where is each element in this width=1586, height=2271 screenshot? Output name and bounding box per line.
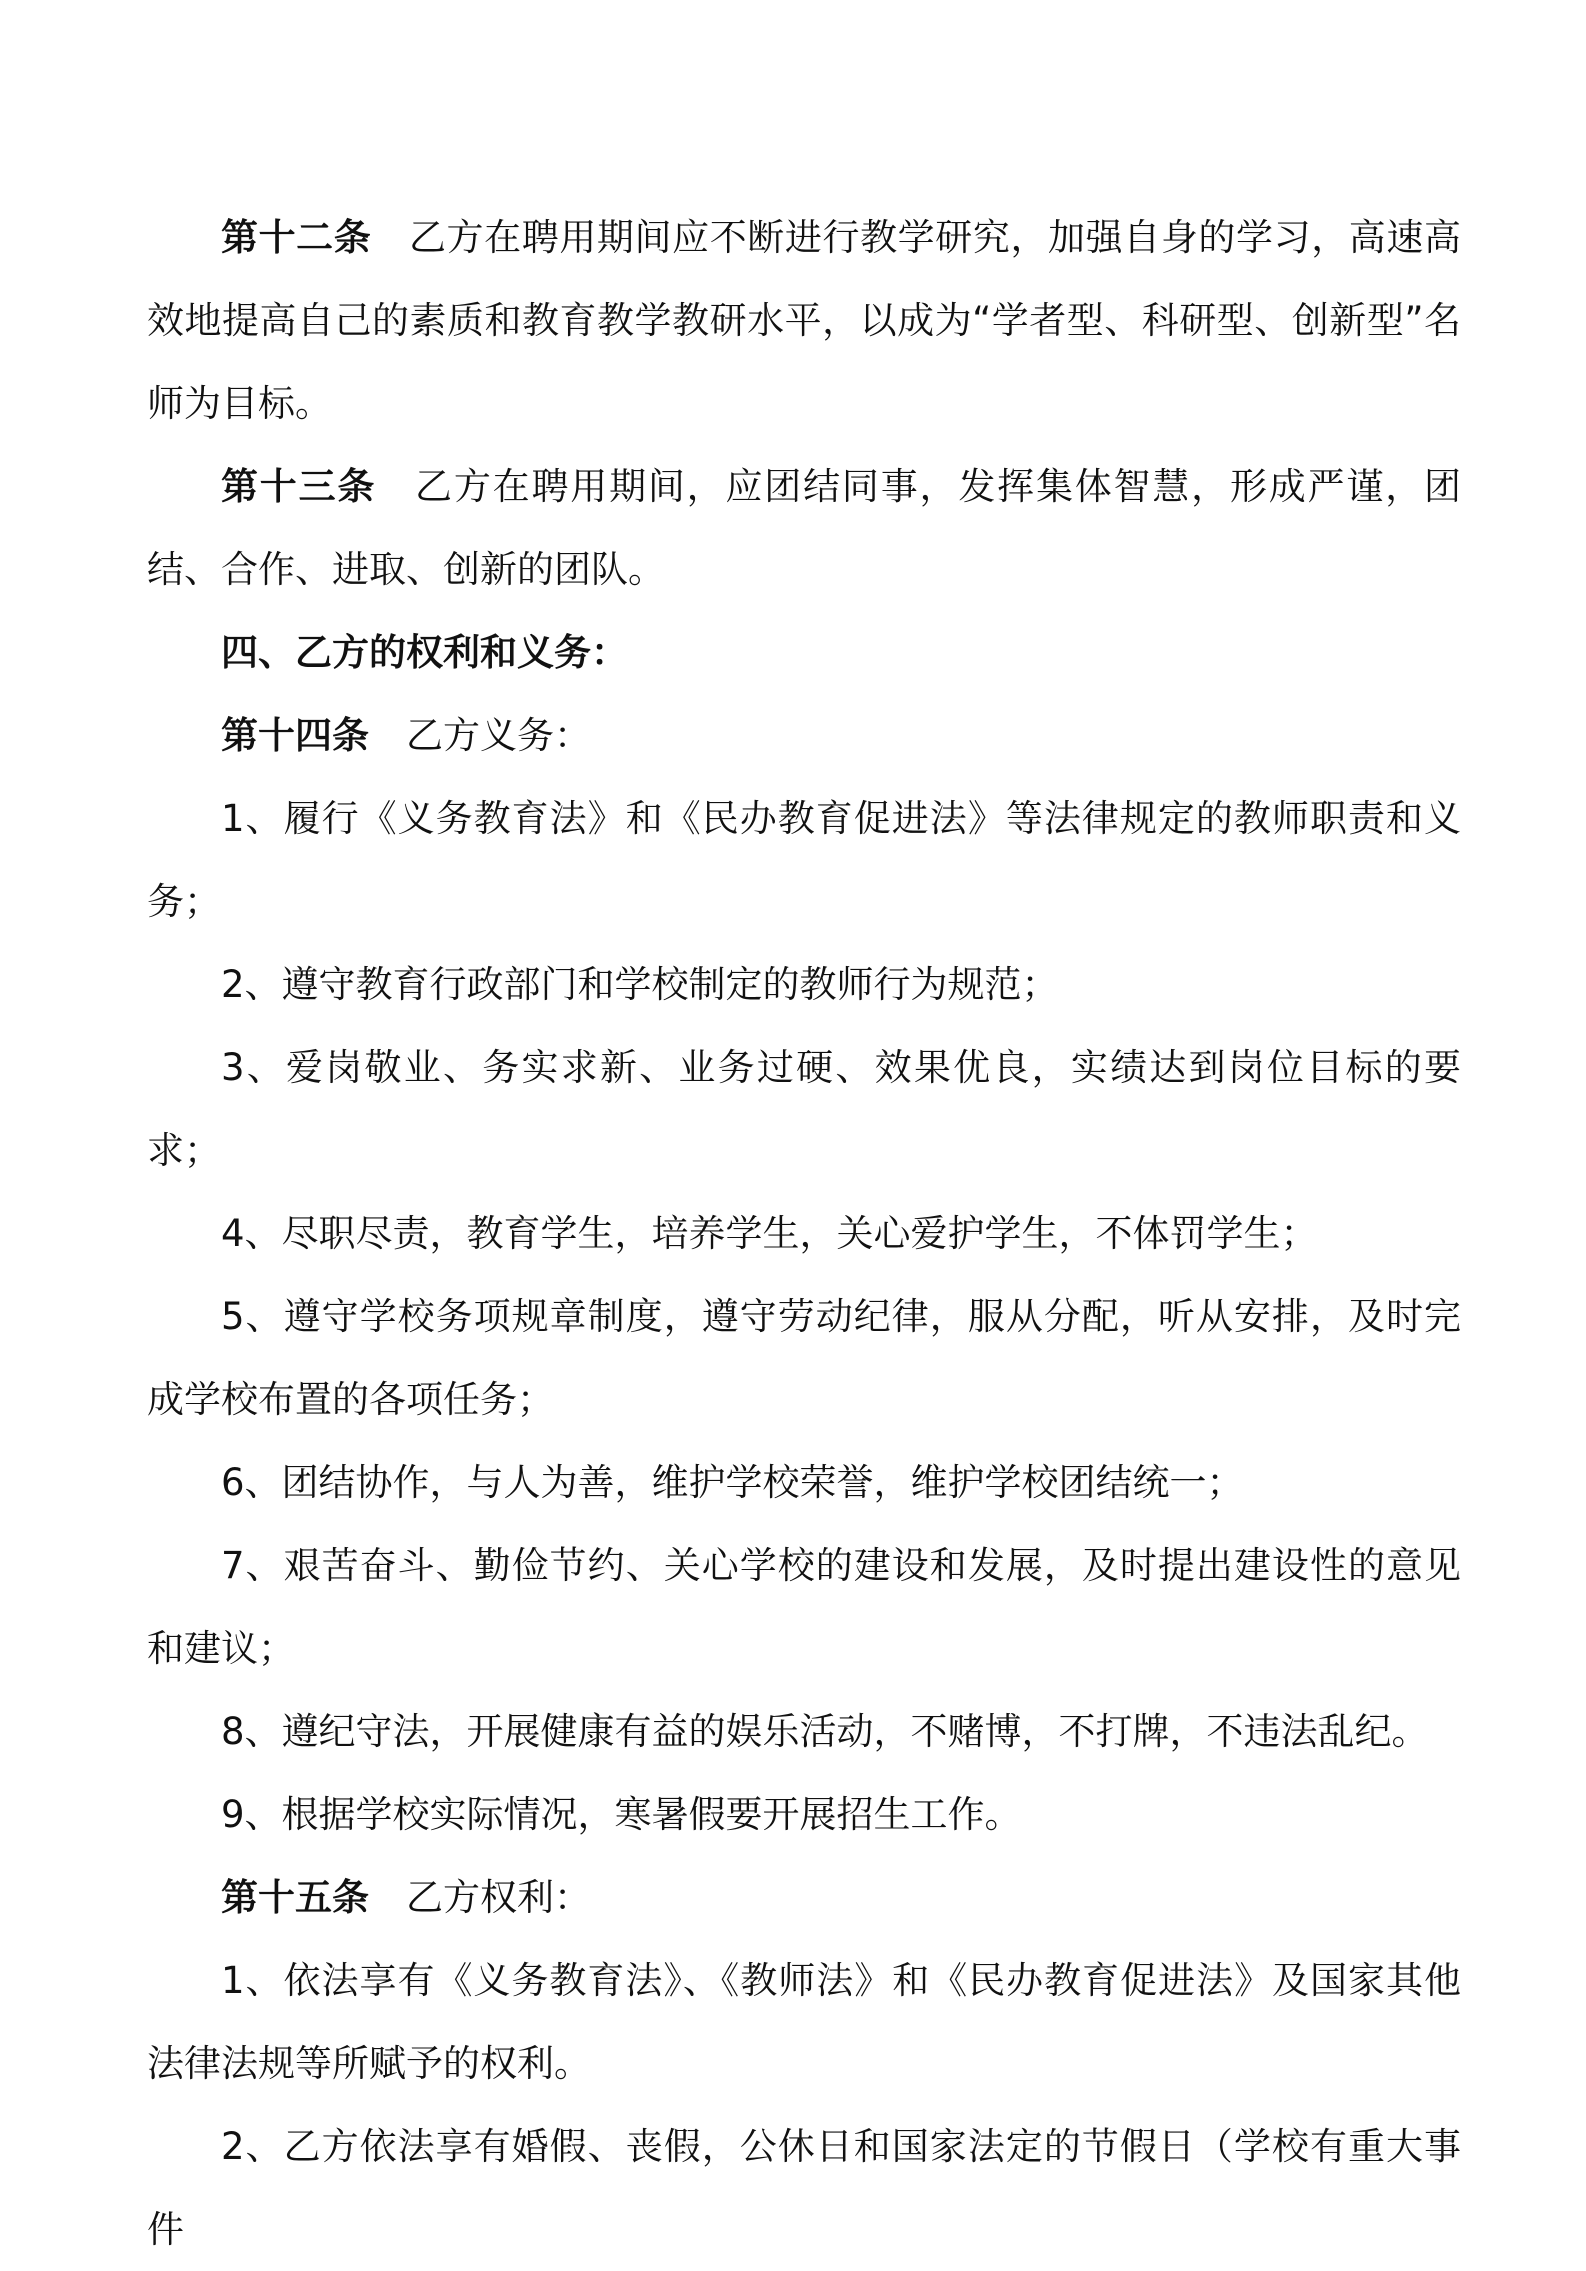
article-heading: 第十四条 [221,714,369,757]
article-14 [147,694,1461,777]
duty-item-1: 1、履行《义务教育法》和《民办教育促进法》等法律规定的教师职责和义务； [147,797,1461,923]
document-body [147,196,1461,2271]
article-text: 乙方在聘用期间应不断进行教学研究，加强自身的学习，高速高效地提高自己的素质和教育教学教研水平，以成为“学者型、科研型、创新型”名师为目标。 [147,216,1461,425]
duty-item-9: 9、根据学校实际情况，寒暑假要开展招生工作。 [221,1793,1022,1836]
article-text: 乙方权利： [406,1876,591,1919]
duty-item-4: 4、尽职尽责，教育学生，培养学生，关心爱护学生，不体罚学生； [221,1212,1318,1255]
article-13 [147,445,1461,611]
article-heading: 第十五条 [221,1876,369,1919]
article-12 [147,196,1461,445]
right-item-1: 1、依法享有《义务教育法》、《教师法》和《民办教育促进法》及国家其他法律法规等所赋予的权利。 [147,1959,1461,2085]
article-text: 乙方义务： [406,714,591,757]
section-heading: 四、乙方的权利和义务： [221,631,628,674]
duty-item-2: 2、遵守教育行政部门和学校制定的教师行为规范； [221,963,1059,1006]
article-15 [147,1856,1461,1939]
article-heading: 第十二条 [221,216,372,259]
duty-item-3: 3、爱岗敬业、务实求新、业务过硬、效果优良，实绩达到岗位目标的要求； [147,1046,1461,1172]
duty-item-8: 8、遵纪守法，开展健康有益的娱乐活动，不赌博，不打牌，不违法乱纪。 [221,1710,1429,1753]
article-text: 乙方在聘用期间，应团结同事，发挥集体智慧，形成严谨，团结、合作、进取、创新的团队。 [147,465,1462,591]
right-item-2: 2、乙方依法享有婚假、丧假，公休日和国家法定的节假日（学校有重大事件 [147,2125,1461,2251]
duty-item-6: 6、团结协作，与人为善，维护学校荣誉，维护学校团结统一； [221,1461,1244,1504]
duty-item-7: 7、艰苦奋斗、勤俭节约、关心学校的建设和发展，及时提出建设性的意见和建议； [147,1544,1461,1670]
article-heading: 第十三条 [221,465,377,508]
duty-item-5: 5、遵守学校务项规章制度，遵守劳动纪律，服从分配，听从安排，及时完成学校布置的各项任务； [147,1295,1461,1421]
